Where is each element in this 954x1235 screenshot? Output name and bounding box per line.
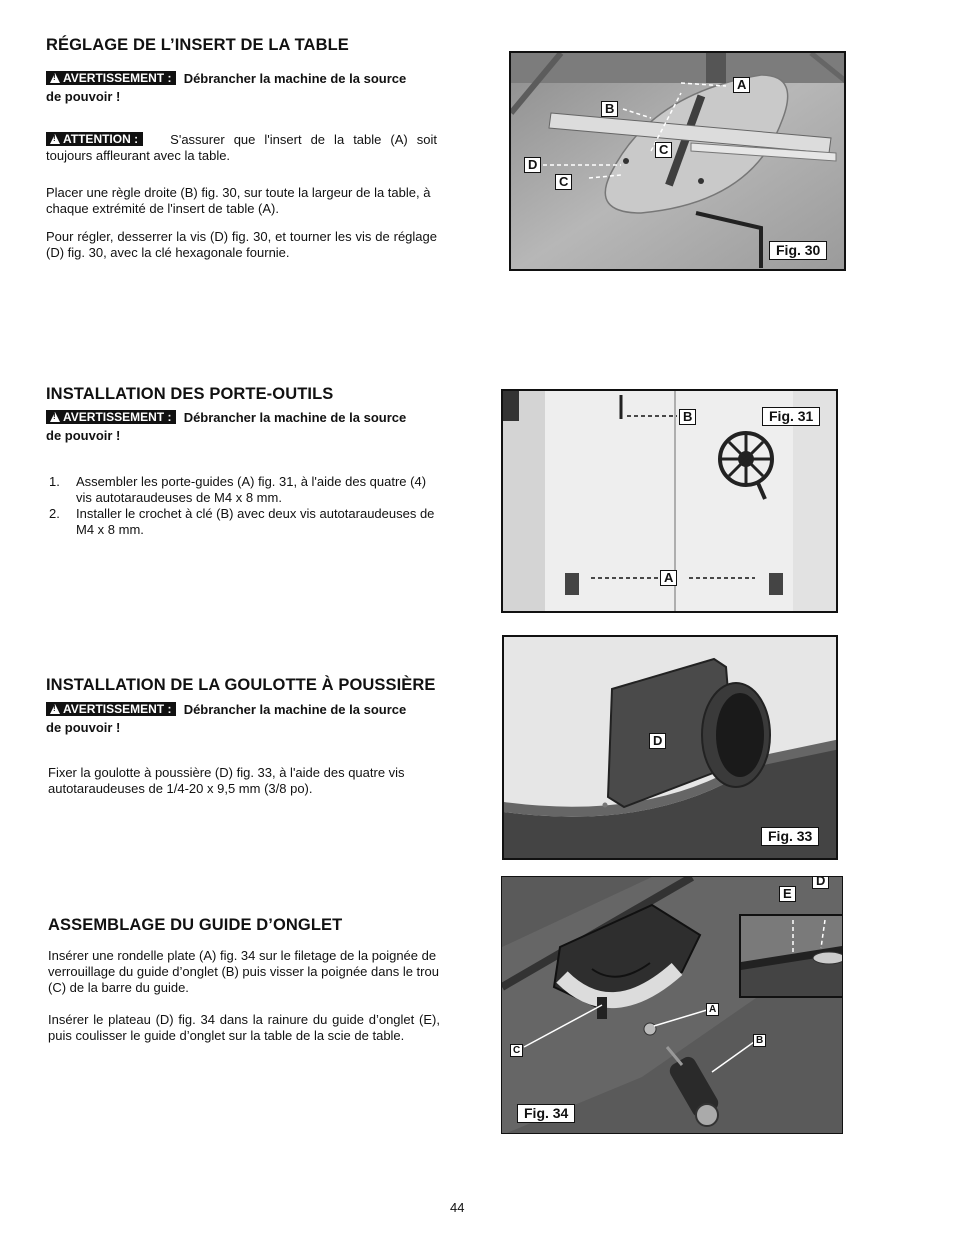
warning-triangle-icon: [50, 412, 60, 422]
figure-33: [502, 635, 838, 860]
fig34-label-d: D: [812, 876, 829, 889]
fig30-label-c-lower: C: [555, 174, 572, 190]
page-number: 44: [450, 1200, 465, 1215]
warning-badge: [46, 71, 176, 85]
warning-badge: [46, 410, 176, 424]
fig34-inset-photo: [741, 916, 843, 998]
warning-triangle-icon: [50, 134, 60, 144]
section-title-table-insert: RÉGLAGE DE L’INSERT DE LA TABLE: [46, 36, 349, 54]
fig30-label-d: D: [524, 157, 541, 173]
fig31-label-b: B: [679, 409, 696, 425]
figure-30-photo: [511, 53, 846, 271]
paragraph-plate: Insérer le plateau (D) fig. 34 dans la rainure du guide d’onglet (E), puis coulisser le guide d’onglet sur la table de la scie de table.: [48, 1012, 440, 1043]
list-item-number: 2.: [49, 506, 60, 521]
warning-badge-label: AVERTISSEMENT :: [63, 71, 172, 85]
warning-text: Débrancher la machine de la source: [183, 702, 407, 717]
warning-triangle-icon: [50, 73, 60, 83]
fig30-caption: Fig. 30: [769, 241, 827, 260]
fig31-label-a: A: [660, 570, 677, 586]
list-item-text: Assembler les porte-guides (A) fig. 31, à l'aide des quatre (4) vis autotaraudeuses de M4 x 8 mm.: [76, 474, 427, 505]
warning-badge-label: AVERTISSEMENT :: [63, 410, 172, 424]
fig34-label-b: B: [753, 1034, 766, 1047]
fig31-caption: Fig. 31: [762, 407, 820, 426]
attention-block: [46, 132, 437, 164]
paragraph-washer: Insérer une rondelle plate (A) fig. 34 sur le filetage de la poignée de verrouillage du guide d’onglet (B) puis visser la poignée dans le trou (C) de la barre du guide.: [48, 948, 439, 995]
fig34-label-e: E: [779, 886, 796, 902]
warning-block-2: [46, 410, 438, 444]
section-title-dust-chute: INSTALLATION DE LA GOULOTTE À POUSSIÈRE: [46, 676, 436, 694]
attention-text-2: toujours affleurant avec la table.: [46, 148, 231, 163]
warning-badge-label: AVERTISSEMENT :: [63, 702, 172, 716]
fig34-label-c: C: [510, 1044, 523, 1057]
attention-text: S'assurer que l'insert de la table (A) soit: [170, 132, 437, 147]
fig30-label-b: B: [601, 101, 618, 117]
section-title-miter-gauge: ASSEMBLAGE DU GUIDE D’ONGLET: [48, 916, 343, 934]
warning-block-1: [46, 71, 438, 105]
fig30-label-a: A: [733, 77, 750, 93]
warning-text-2: de pouvoir !: [46, 89, 121, 104]
fig33-label-d: D: [649, 733, 666, 749]
figure-34: [501, 876, 843, 1134]
warning-text-2: de pouvoir !: [46, 428, 121, 443]
fig33-caption: Fig. 33: [761, 827, 819, 846]
paragraph-straightedge: Placer une règle droite (B) fig. 30, sur toute la largeur de la table, à chaque extrémité de l'insert de table (A).: [46, 185, 431, 216]
section-title-tool-holders: INSTALLATION DES PORTE-OUTILS: [46, 385, 334, 403]
attention-badge: [46, 132, 143, 146]
steps-list: [46, 474, 442, 538]
list-item-text: Installer le crochet à clé (B) avec deux vis autotaraudeuses de M4 x 8 mm.: [76, 506, 435, 537]
paragraph-adjust: Pour régler, desserrer la vis (D) fig. 30, et tourner les vis de réglage (D) fig. 30, avec la clé hexagonale fournie.: [46, 229, 437, 260]
list-item: [46, 506, 442, 538]
list-item: [46, 474, 442, 506]
warning-text: Débrancher la machine de la source: [183, 410, 407, 425]
fig34-label-a: A: [706, 1003, 719, 1016]
figure-31: [501, 389, 838, 613]
paragraph-dust-chute: Fixer la goulotte à poussière (D) fig. 33, à l'aide des quatre vis autotaraudeuses de 1/4-20 x 9,5 mm (3/8 po).: [48, 765, 405, 796]
list-item-number: 1.: [49, 474, 60, 489]
warning-text-2: de pouvoir !: [46, 720, 121, 735]
warning-text: Débrancher la machine de la source: [183, 71, 407, 86]
fig34-caption: Fig. 34: [517, 1104, 575, 1123]
warning-block-3: [46, 702, 438, 736]
attention-badge-label: ATTENTION :: [63, 132, 139, 146]
figure-30: [509, 51, 846, 271]
fig30-label-c-upper: C: [655, 142, 672, 158]
fig34-inset: [739, 914, 843, 998]
warning-triangle-icon: [50, 704, 60, 714]
warning-badge: [46, 702, 176, 716]
